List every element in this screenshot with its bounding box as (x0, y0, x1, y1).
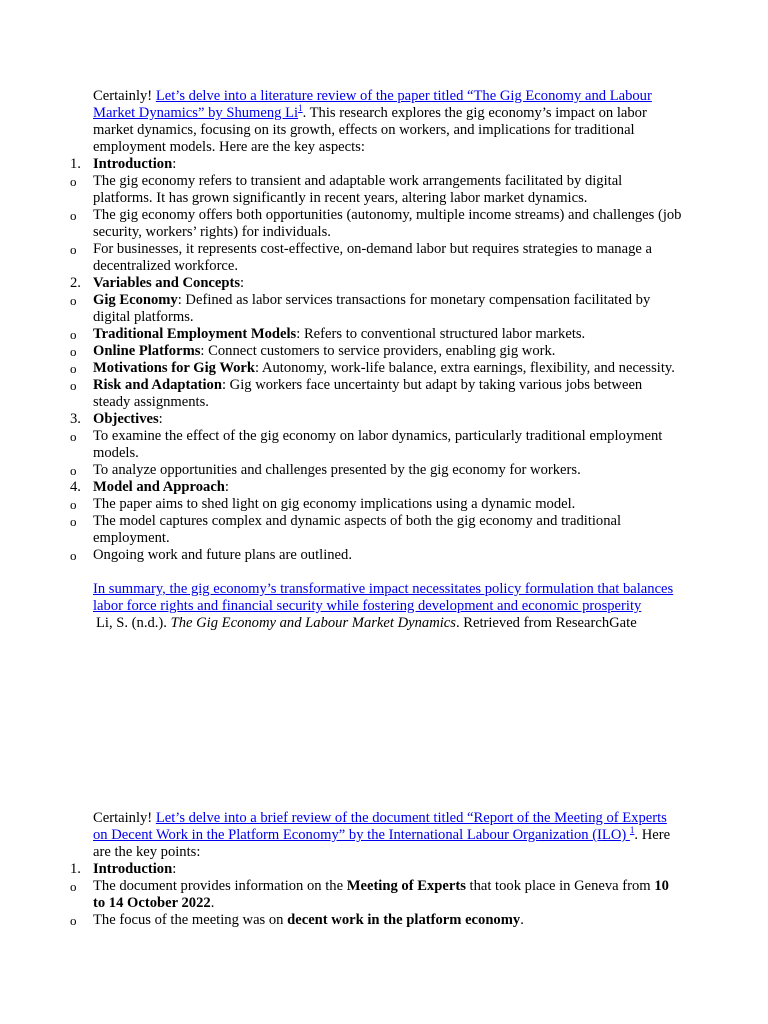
item-text: that took place in Geneva from (465, 878, 655, 894)
item-text: : Defined as labor services transactions for monetary compensation facilitated by digital platforms. (93, 292, 651, 325)
bullet-marker: o (70, 497, 77, 512)
section-heading: 4. Model and Approach: (70, 479, 229, 495)
list-item (70, 547, 683, 564)
citation-rest: . Retrieved from ResearchGate (455, 615, 637, 631)
list-item (70, 878, 683, 912)
item-text: To analyze opportunities and challenges presented by the gig economy for workers. (93, 462, 581, 478)
bullet-marker: o (70, 327, 77, 342)
section-title: Model and Approach (93, 479, 225, 495)
review1-intro (93, 88, 683, 156)
list-item (70, 428, 683, 462)
list-item (70, 377, 683, 411)
section-title: Variables and Concepts (93, 275, 241, 291)
item-text: . (210, 895, 215, 911)
section-heading: 3. Objectives: (70, 411, 163, 427)
list-item (70, 173, 683, 207)
bullet-marker: o (70, 174, 77, 189)
item-bold: Traditional Employment Models (93, 326, 297, 342)
item-text: The paper aims to shed light on gig economy implications using a dynamic model. (93, 496, 576, 512)
list-item (70, 292, 683, 326)
intro-prefix: Certainly! (93, 88, 156, 104)
intro-rest: . Here are the key points: (93, 827, 671, 860)
list-item (70, 343, 683, 360)
item-bold: Risk and Adaptation (93, 377, 222, 393)
intro-prefix: Certainly! (93, 810, 156, 826)
footnote-link[interactable]: 1 (298, 103, 303, 114)
review-block-1 (70, 88, 683, 632)
section-number: 4. (70, 479, 81, 495)
bullet-marker: o (70, 242, 77, 257)
bullet-marker: o (70, 293, 77, 308)
section-heading: 1. Introduction: (70, 861, 177, 877)
item-text: : Autonomy, work-life balance, extra earnings, flexibility, and necessity. (255, 360, 675, 376)
list-item (70, 241, 683, 275)
item-bold: Motivations for Gig Work (93, 360, 256, 376)
section-title: Introduction (93, 156, 173, 172)
item-text: : Connect customers to service providers, enabling gig work. (200, 343, 556, 359)
item-bold: Meeting of Experts (346, 878, 466, 894)
item-text: For businesses, it represents cost-effective, on-demand labor but requires strategies to manage a decentralized workforce. (93, 241, 652, 274)
review2-title-link[interactable]: Let’s delve into a brief review of the document titled “Report of the Meeting of Experts on Decent Work in the Platform Economy” by the International Labour Organization (ILO) (93, 810, 667, 843)
item-bold: Online Platforms (93, 343, 201, 359)
item-text: : Refers to conventional structured labor markets. (296, 326, 586, 342)
item-text: The focus of the meeting was on (93, 912, 288, 928)
bullet-marker: o (70, 879, 77, 894)
review1-sections (70, 156, 683, 564)
item-bold: Gig Economy (93, 292, 178, 308)
list-item (70, 462, 683, 479)
section-number: 3. (70, 411, 81, 427)
citation-prefix: Li, S. (n.d.). (96, 615, 171, 631)
section-title: Introduction (93, 861, 173, 877)
item-text: The model captures complex and dynamic aspects of both the gig economy and traditional employment. (93, 513, 622, 546)
item-bold: decent work in the platform economy (287, 912, 521, 928)
bullet-marker: o (70, 361, 77, 376)
section-number: 2. (70, 275, 81, 291)
list-item (70, 912, 683, 929)
intro-rest: . This research explores the gig economy’s impact on labor market dynamics, focusing on its growth, effects on workers, and implications for traditional employment models. Here are the key aspects: (93, 105, 647, 155)
footnote-link[interactable]: 1 (629, 825, 635, 836)
item-text: The gig economy offers both opportunities (autonomy, multiple income streams) and challenges (job security, workers’ rights) for individuals. (93, 207, 682, 240)
item-text: . (520, 912, 524, 928)
list-item (70, 360, 683, 377)
list-item (70, 513, 683, 547)
section-title: Objectives (93, 411, 159, 427)
summary-link[interactable]: In summary, the gig economy’s transformative impact necessitates policy formulation that balances labor force rights and financial security while fostering development and economic prosperity (93, 581, 674, 614)
section-heading: 2. Variables and Concepts: (70, 275, 245, 291)
bullet-marker: o (70, 378, 77, 393)
section-number: 1. (70, 861, 81, 877)
bullet-marker: o (70, 514, 77, 529)
item-text: : Gig workers face uncertainty but adapt by taking various jobs between steady assignments. (93, 377, 643, 410)
review-block-2 (70, 810, 683, 929)
bullet-marker: o (70, 208, 77, 223)
review1-title-link[interactable]: Let’s delve into a literature review of the paper titled “The Gig Economy and Labour Market Dynamics” by Shumeng Li (93, 88, 652, 121)
bullet-marker: o (70, 913, 77, 928)
bullet-marker: o (70, 429, 77, 444)
item-text: The gig economy refers to transient and adaptable work arrangements facilitated by digital platforms. It has grown significantly in recent years, altering labor market dynamics. (93, 173, 623, 206)
bullet-marker: o (70, 463, 77, 478)
item-text: Ongoing work and future plans are outlined. (93, 547, 352, 563)
list-item (70, 496, 683, 513)
section-number: 1. (70, 156, 81, 172)
item-text: To examine the effect of the gig economy on labor dynamics, particularly traditional employment models. (93, 428, 663, 461)
review1-summary (93, 581, 683, 615)
item-bold: 10 to 14 October 2022 (93, 878, 669, 911)
section-heading: 1. Introduction: (70, 156, 177, 172)
list-item (70, 326, 683, 343)
review2-intro (93, 810, 683, 861)
bullet-marker: o (70, 344, 77, 359)
bullet-marker: o (70, 548, 77, 563)
list-item (70, 207, 683, 241)
review1-citation (93, 615, 683, 632)
item-text: The document provides information on the (93, 878, 347, 894)
citation-title: The Gig Economy and Labour Market Dynamics (170, 615, 456, 631)
